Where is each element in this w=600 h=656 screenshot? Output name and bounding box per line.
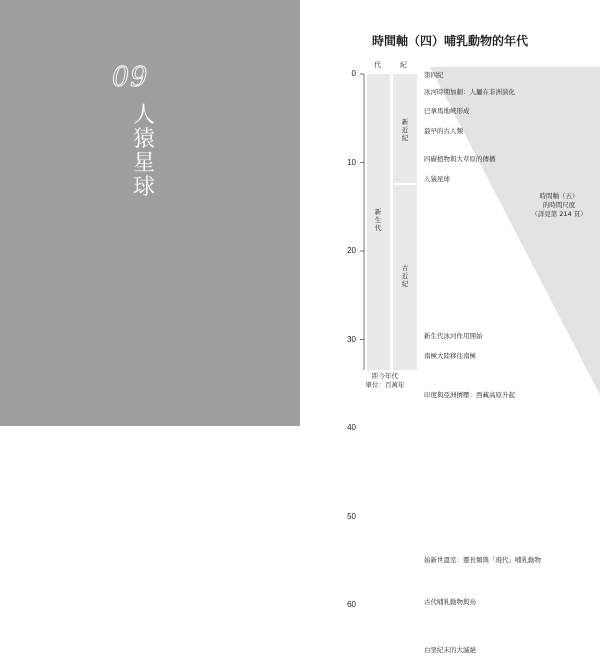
timeline-event: 始新世溫室：靈長類與「現代」哺乳動物 [424,555,541,564]
cross-reference-note [524,192,594,219]
era-column-header: 代 [374,61,381,69]
timeline-event: 白堊紀末的大滅絕 [424,646,476,655]
timeline-event: 人猿星球 [424,174,450,183]
note-line: 時間軸（五） [539,192,579,200]
axis-tick-label: 20 [347,246,356,255]
timeline-event: 四碳植物與大草原的傳播 [424,155,496,164]
timeline-event: 第四紀 [424,71,444,79]
period-label-neogene: 新近紀 [401,118,409,142]
timeline-event: 印度與亞洲擠壓：西藏高原升起 [424,391,515,400]
period-label-paleogene: 古近紀 [401,264,409,288]
note-line: 的時間尺度 [542,201,576,209]
axis-unit-caption [360,372,410,390]
chapter-title: 人猿星球 [132,103,155,200]
right-page [300,0,600,655]
timeline-event: 古代哺乳動物與鳥 [424,597,476,606]
timeline-title: 時間軸（四）哺乳動物的年代 [371,34,528,48]
axis-tick-label: 50 [347,511,356,521]
unit-line: 距今年代 [372,372,398,380]
timeline-event: 南極大陸移往南極 [424,351,476,360]
timeline-event: 冰河時期加劇：人屬在非洲演化 [424,87,515,96]
chapter-number: 09 [112,62,149,93]
axis-tick-label: 40 [347,423,356,432]
axis-tick-label: 30 [347,334,356,344]
left-page [0,0,300,426]
era-label: 新生代 [374,208,382,232]
axis-tick-label: 0 [351,69,356,78]
timeline-event: 最早的古人類 [424,126,463,135]
note-line: （詳見第 214 頁） [531,210,587,218]
period-column-header: 紀 [400,61,407,69]
axis-tick-label: 10 [347,157,356,167]
timeline-event: 巴拿馬地峽形成 [424,107,470,116]
timeline-event: 新生代冰河作用開始 [424,332,483,341]
unit-line: 單位：百萬年 [365,381,405,389]
axis-tick-label: 60 [347,600,356,609]
